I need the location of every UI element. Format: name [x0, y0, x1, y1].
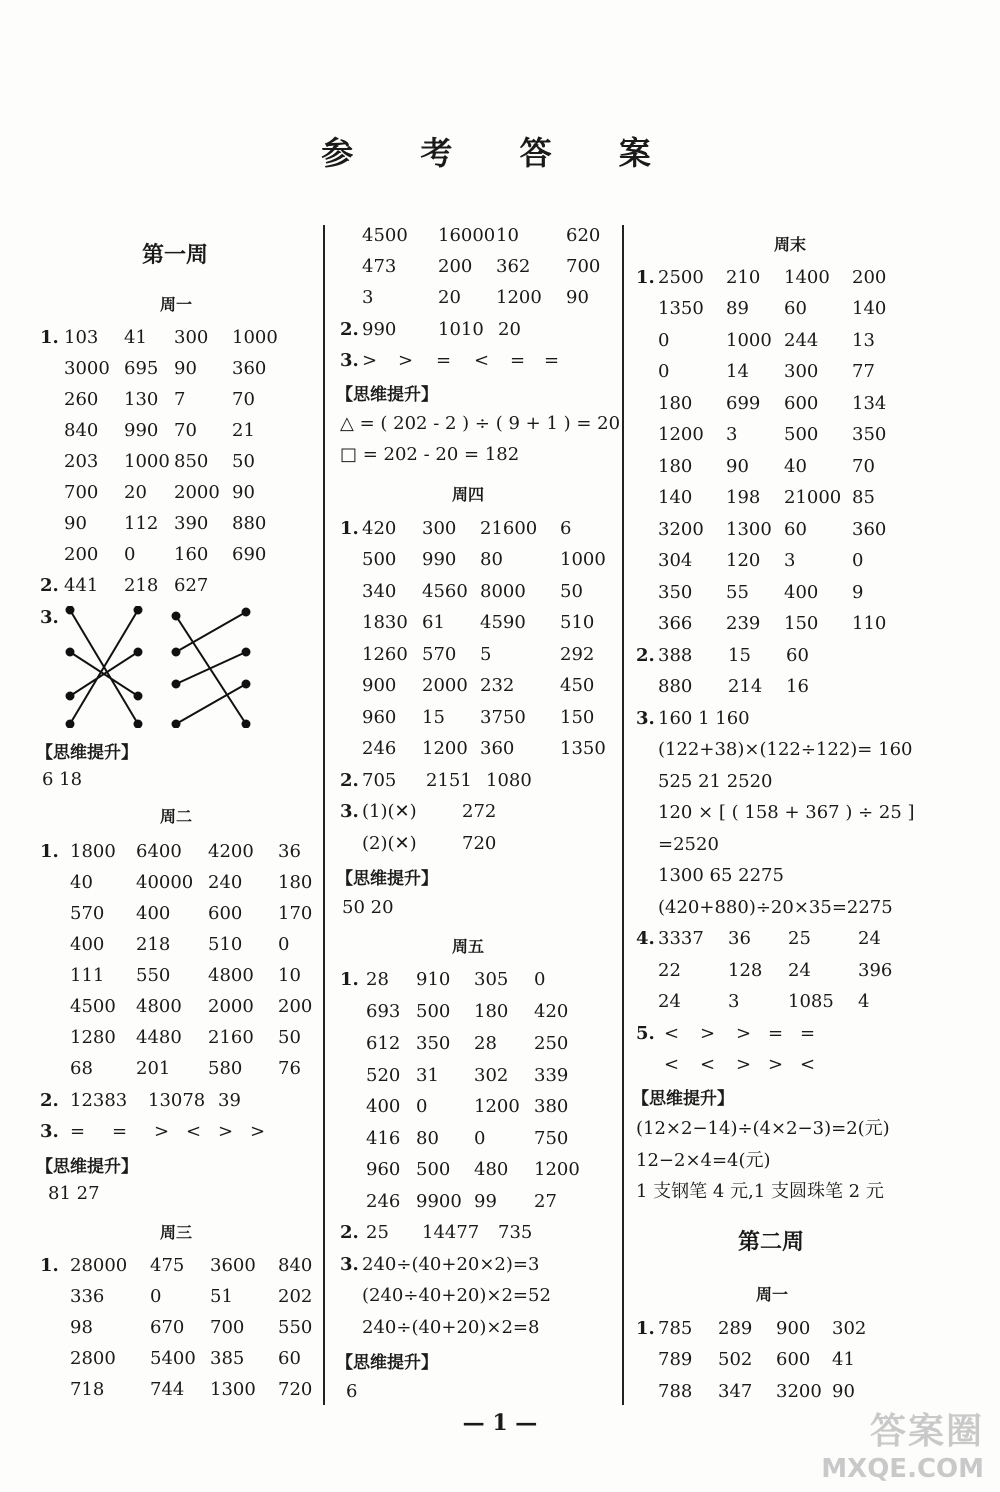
- watermark-text: 答案圈: [869, 1411, 984, 1452]
- answer-row: 50 20: [342, 897, 394, 918]
- day-heading: 周一: [756, 1285, 789, 1304]
- day-heading: 周四: [452, 485, 485, 504]
- thinking-label: 【思维提升】: [336, 1353, 438, 1373]
- column-divider: [622, 225, 624, 1405]
- week-heading: 第一周: [142, 242, 209, 268]
- answer-row: (420+880)÷20×35=2275: [658, 897, 893, 918]
- answer-row: 12−2×4=4(元): [636, 1150, 771, 1171]
- watermark-logo: [821, 1403, 984, 1484]
- thinking-label: 【思维提升】: [336, 385, 438, 405]
- answer-row: 525 21 2520: [658, 771, 773, 792]
- answer-row: (12×2−14)÷(4×2−3)=2(元): [636, 1118, 890, 1139]
- watermark-url: MXQE.COM: [821, 1454, 984, 1484]
- page-number: — 1 —: [462, 1410, 538, 1436]
- thinking-label: 【思维提升】: [36, 743, 138, 763]
- answer-row: (122+38)×(122÷122)= 160: [658, 739, 913, 760]
- answer-row: =2520: [658, 834, 719, 855]
- answer-row: 6: [346, 1381, 358, 1402]
- day-heading: 周二: [160, 807, 193, 826]
- answer-row: 1 支钢笔 4 元,1 支圆珠笔 2 元: [636, 1181, 884, 1202]
- answer-row: □ = 202 - 20 = 182: [340, 444, 520, 465]
- week-heading: 第二周: [738, 1229, 805, 1255]
- answer-row: 120 × [ ( 158 + 367 ) ÷ 25 ]: [658, 802, 915, 823]
- thinking-label: 【思维提升】: [336, 869, 438, 889]
- answer-row: 1300 65 2275: [658, 865, 784, 886]
- column-divider: [323, 225, 325, 1405]
- answer-row: (240÷40+20)×2=52: [362, 1285, 551, 1306]
- answer-row: △ = ( 202 - 2 ) ÷ ( 9 + 1 ) = 20: [340, 413, 621, 434]
- answer-row: 240÷(40+20)×2=8: [362, 1317, 540, 1338]
- thinking-label: 【思维提升】: [632, 1089, 734, 1109]
- page-title: 参 考 答 案: [321, 134, 679, 172]
- day-heading: 周末: [774, 235, 807, 254]
- answer-row: 6 18: [42, 769, 83, 790]
- matching-lines-diagram: [60, 606, 260, 728]
- day-heading: 周五: [452, 937, 485, 956]
- answer-row: 81 27: [48, 1183, 100, 1204]
- thinking-label: 【思维提升】: [36, 1157, 138, 1177]
- day-heading: 周三: [160, 1223, 193, 1242]
- day-heading: 周一: [160, 295, 193, 314]
